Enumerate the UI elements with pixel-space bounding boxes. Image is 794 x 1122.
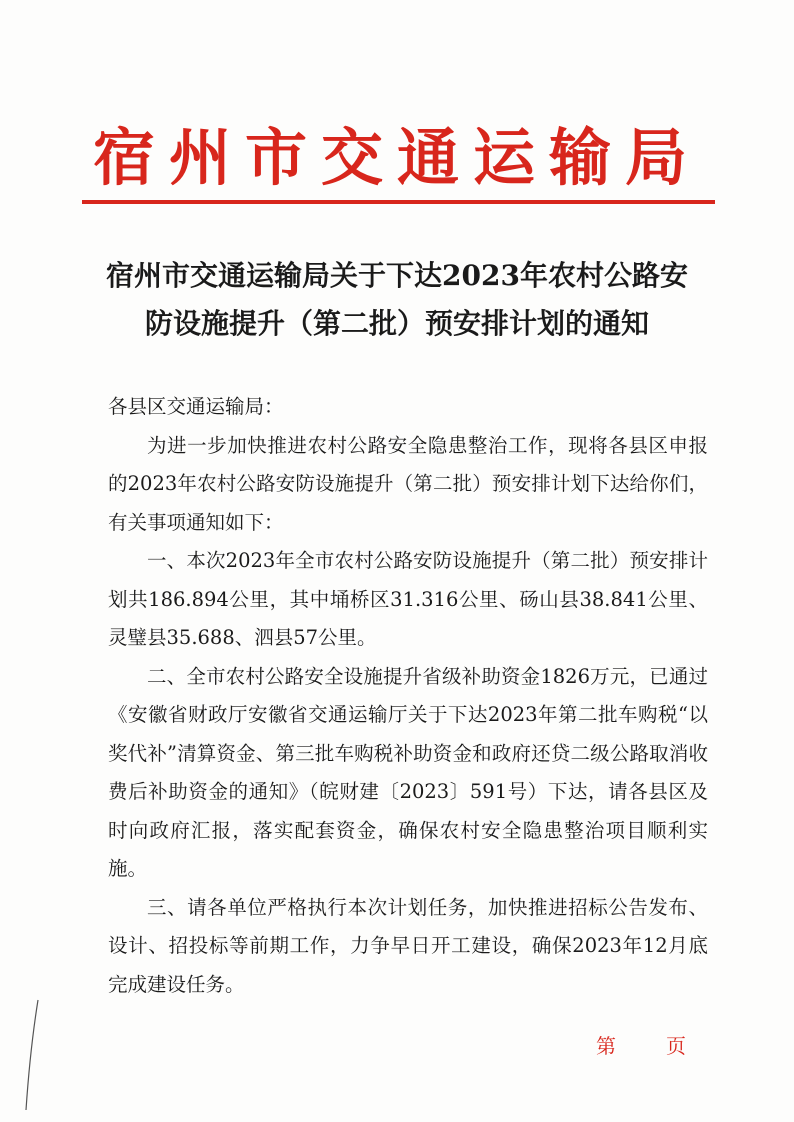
document-title-line-2: 防设施提升（第二批）预安排计划的通知: [144, 307, 649, 340]
page-suffix: 页: [666, 1034, 686, 1058]
document-body: [108, 388, 708, 1004]
document-title: [70, 252, 724, 348]
paragraph-item-2: 二、全市农村公路安全设施提升省级补助资金1826万元，已通过《安徽省财政厅安徽省交通运输厅关于下达2023年第二批车购税“以奖代补”清算资金、第三批车购税补助资金和政府还贷二级公路取消收费后补助资金的通知》（皖财建〔2023〕591号）下达，请各县区及时向政府汇报，落实配套资金，确保农村安全隐患整治项目顺利实施。: [108, 664, 708, 880]
document-title-line-1: 宿州市交通运输局关于下达2023年农村公路安: [106, 259, 688, 292]
agency-header-title: 宿州市交通运输局: [92, 121, 701, 194]
paragraph-item-1: 一、本次2023年全市农村公路安防设施提升（第二批）预安排计划共186.894公里，其中埇桥区31.316公里、砀山县38.841公里、灵璧县35.688、泗县57公里。: [108, 549, 708, 649]
paragraph-item-3: 三、请各单位严格执行本次计划任务，加快推进招标公告发布、设计、招投标等前期工作，力争早日开工建设，确保2023年12月底完成建设任务。: [108, 895, 708, 996]
header-red-rule: [82, 200, 715, 204]
paragraph-intro: 为进一步加快推进农村公路安全隐患整治工作，现将各县区申报的2023年农村公路安防设施提升（第二批）预安排计划下达给你们，有关事项通知如下：: [108, 433, 708, 534]
salutation: 各县区交通运输局：: [108, 395, 284, 418]
page-number-footer: [596, 1030, 706, 1059]
page-prefix: 第: [596, 1034, 616, 1058]
